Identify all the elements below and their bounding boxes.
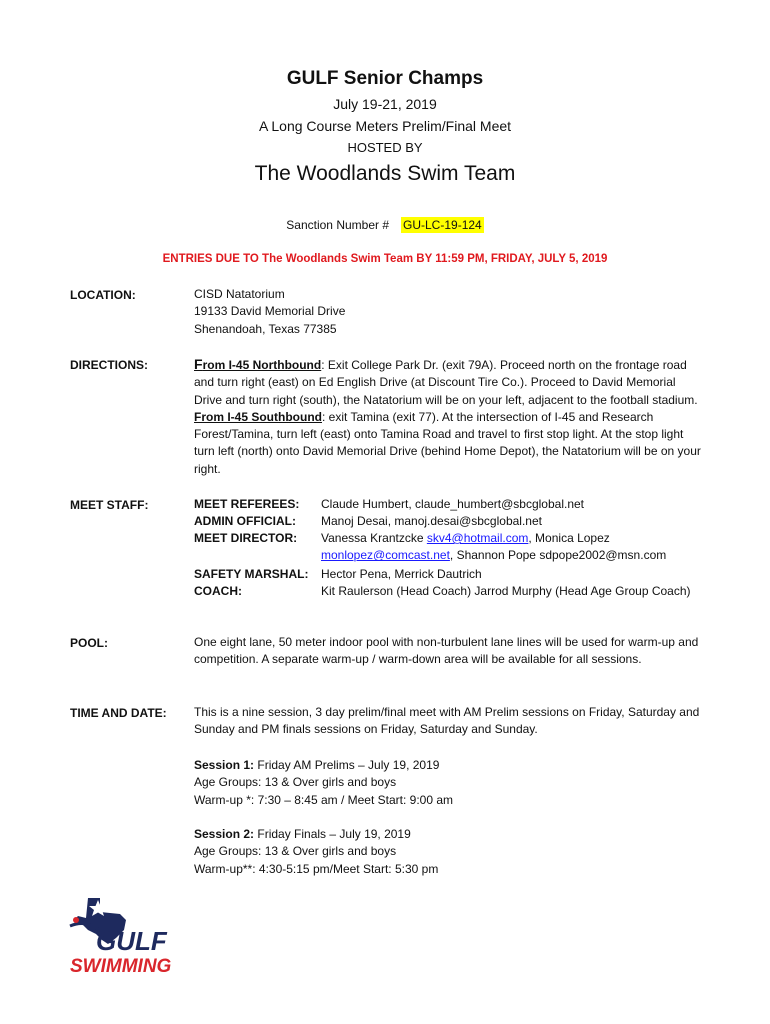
northbound-heading	[194, 358, 321, 372]
director-name-3: , Shannon Pope sdpope2002@msn.com	[449, 548, 667, 563]
sanction-line	[0, 218, 770, 232]
session-1-title	[194, 757, 706, 774]
pool-text: One eight lane, 50 meter indoor pool with non-turbulent lane lines will be used for warm-up and competition. A separate warm-up / warm-down area will be available for all sessions.	[194, 635, 699, 667]
directions-text	[194, 356, 706, 478]
location-label: LOCATION:	[70, 288, 136, 302]
time-date-text: This is a nine session, 3 day prelim/final meet with AM Prelim sessions on Friday, Saturday and Sunday and PM finals sessions on Friday, Saturday and Sunday.	[194, 705, 700, 737]
location-line: 19133 David Memorial Drive	[194, 304, 346, 319]
session-2-title	[194, 826, 706, 843]
director-name-2: , Monica Lopez	[528, 531, 610, 545]
session-2-block	[194, 826, 706, 878]
meet-staff-label: MEET STAFF:	[70, 498, 149, 512]
northbound-heading-initial: F	[194, 356, 203, 372]
gulf-swimming-logo	[66, 890, 190, 978]
entries-due-notice: ENTRIES DUE TO The Woodlands Swim Team BY 11:59 PM, FRIDAY, JULY 5, 2019	[162, 253, 608, 265]
meet-format: A Long Course Meters Prelim/Final Meet	[258, 118, 512, 134]
admin-role: ADMIN OFFICIAL:	[194, 514, 296, 528]
northbound-directions: : Exit College Park Dr. (exit 79A). Proceed north on the frontage road and turn right (east) on Ed English Drive (at Discount Tire Co.). Proceed to David Memorial Drive and turn right (south), the Natatorium will be on your left, adjacent to the football stadium.	[194, 358, 698, 407]
coach-value: Kit Raulerson (Head Coach) Jarrod Murphy (Head Age Group Coach)	[321, 584, 691, 598]
safety-role: SAFETY MARSHAL:	[194, 567, 309, 581]
director-name: Vanessa Krantzcke	[321, 531, 427, 545]
host-team: The Woodlands Swim Team	[254, 162, 516, 185]
northbound-heading-rest: rom I-45 Northbound	[202, 358, 322, 372]
pool-label: POOL:	[70, 636, 108, 650]
session-1-block	[194, 757, 706, 809]
referees-role: MEET REFEREES:	[194, 497, 300, 511]
logo-swimming-text: SWIMMING	[70, 956, 172, 977]
location-line: CISD Natatorium	[194, 287, 285, 301]
southbound-directions: : exit Tamina (exit 77). At the intersection of I-45 and Research Forest/Tamina, turn left (east) onto Tamina Road and travel to first stop light. At the stop light turn left (north) onto David Memorial Drive (behind Home Depot), the Natatorium will be on your right.	[194, 409, 701, 476]
safety-value: Hector Pena, Merrick Dautrich	[321, 567, 482, 581]
director-value	[321, 530, 706, 565]
sanction-number: GU-LC-19-124	[403, 218, 482, 232]
referees-value: Claude Humbert, claude_humbert@sbcglobal.net	[321, 497, 584, 511]
session-1-name: Friday AM Prelims – July 19, 2019	[254, 758, 440, 772]
hosted-by-label: HOSTED BY	[347, 140, 423, 155]
director-email-link[interactable]: skv4@hotmail.com	[426, 531, 529, 545]
session-1-ages: Age Groups: 13 & Over girls and boys	[194, 775, 397, 790]
location-line: Shenandoah, Texas 77385	[194, 321, 337, 336]
session-1-heading: Session 1:	[194, 758, 255, 772]
meet-title: GULF Senior Champs	[286, 68, 484, 89]
time-date-label: TIME AND DATE:	[70, 706, 167, 720]
director-role: MEET DIRECTOR:	[194, 531, 298, 545]
admin-value: Manoj Desai, manoj.desai@sbcglobal.net	[321, 514, 542, 528]
session-2-times: Warm-up**: 4:30-5:15 pm/Meet Start: 5:30 pm	[194, 861, 439, 876]
directions-label: DIRECTIONS:	[70, 358, 148, 372]
director-email-link-2[interactable]: monlopez@comcast.net	[321, 548, 450, 563]
logo-gulf-text: GULF	[96, 926, 167, 956]
sanction-label: Sanction Number #	[286, 218, 390, 232]
location-address	[194, 286, 706, 338]
session-1-times: Warm-up *: 7:30 – 8:45 am / Meet Start: 9:00 am	[194, 792, 454, 807]
southbound-heading: From I-45 Southbound	[194, 409, 322, 424]
coach-role: COACH:	[194, 584, 242, 598]
texas-swimmer-icon	[66, 890, 190, 978]
session-2-name: Friday Finals – July 19, 2019	[254, 827, 411, 841]
meet-dates: July 19-21, 2019	[333, 96, 437, 112]
session-2-heading: Session 2:	[194, 827, 255, 841]
session-2-ages: Age Groups: 13 & Over girls and boys	[194, 844, 397, 859]
